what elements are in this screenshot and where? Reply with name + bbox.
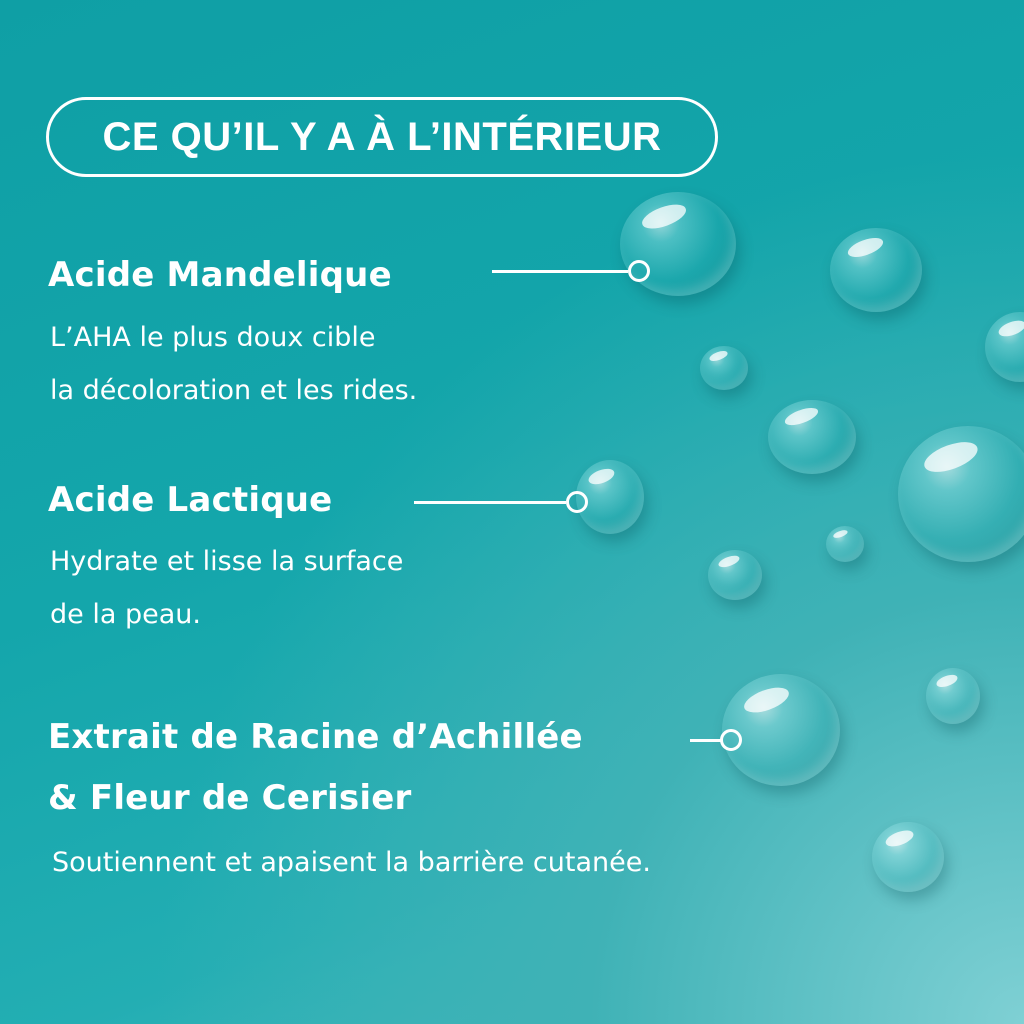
description-line: de la peau. (50, 599, 201, 630)
connector-dot-icon (566, 491, 588, 513)
ingredient-name: Acide Lactique (48, 480, 333, 520)
ingredient-description (50, 535, 403, 641)
connector-line (414, 501, 566, 504)
connector-dot-icon (628, 260, 650, 282)
water-droplet-icon (872, 822, 944, 892)
water-droplet-icon (926, 668, 980, 724)
description-line: Soutiennent et apaisent la barrière cutanée. (52, 847, 651, 878)
water-droplet-icon (830, 228, 922, 312)
ingredient-description (52, 836, 651, 889)
ingredient-name: Extrait de Racine d’Achillée (48, 717, 583, 757)
connector-line (492, 270, 628, 273)
ingredient-name: Acide Mandelique (48, 255, 392, 295)
water-droplet-icon (722, 674, 840, 786)
description-line: L’AHA le plus doux cible (50, 322, 376, 353)
water-droplet-icon (700, 346, 748, 390)
description-line: la décoloration et les rides. (50, 375, 418, 406)
water-droplet-icon (708, 550, 762, 600)
water-droplet-icon (985, 312, 1024, 382)
ingredient-description (50, 311, 417, 417)
ingredient-name: & Fleur de Cerisier (48, 778, 412, 818)
connector-line (690, 739, 722, 742)
section-title-badge (46, 97, 718, 177)
water-droplet-icon (826, 526, 864, 562)
section-title: CE QU’IL Y A À L’INTÉRIEUR (102, 114, 662, 159)
water-droplet-icon (768, 400, 856, 474)
description-line: Hydrate et lisse la surface (50, 546, 404, 577)
connector-dot-icon (720, 729, 742, 751)
water-droplet-icon (898, 426, 1024, 562)
